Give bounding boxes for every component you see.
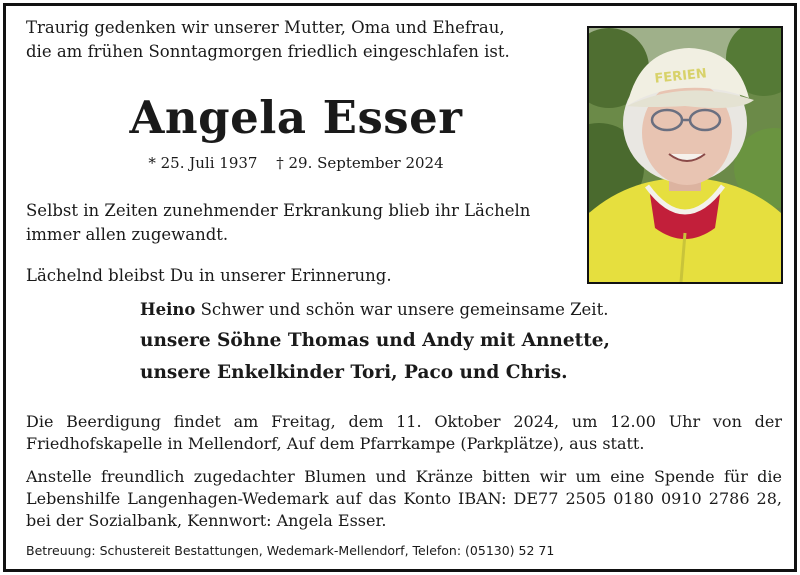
spouse-line — [140, 295, 780, 325]
grandchildren-line: unsere Enkelkinder Tori, Paco und Chris. — [140, 362, 568, 383]
death-date: † 29. September 2024 — [276, 154, 444, 172]
spouse-text: Schwer und schön war unsere gemeinsame Zeit. — [200, 300, 609, 319]
cap-lettering: FERIEN — [653, 66, 708, 87]
intro-line-2: die am frühen Sonntagmorgen friedlich eingeschlafen ist. — [26, 42, 510, 61]
funeral-home-credit: Betreuung: Schustereit Bestattungen, Wedemark-Mellendorf, Telefon: (05130) 52 71 — [26, 543, 555, 558]
intro-text — [26, 16, 566, 64]
mourners-list — [140, 295, 780, 389]
tribute-text — [26, 199, 586, 247]
deceased-name: Angela Esser — [129, 91, 463, 144]
memory-line: Lächelnd bleibst Du in unserer Erinnerung. — [26, 266, 392, 285]
tribute-line-2: immer allen zugewandt. — [26, 225, 229, 244]
birth-date: * 25. Juli 1937 — [148, 154, 258, 172]
funeral-details: Die Beerdigung findet am Freitag, dem 11. Oktober 2024, um 12.00 Uhr von der Friedhofskapelle in Mellendorf, Auf dem Pfarrkampe (Parkplätze), aus statt. — [26, 412, 782, 453]
tribute-line-1: Selbst in Zeiten zunehmender Erkrankung blieb ihr Lächeln — [26, 201, 531, 220]
life-dates — [26, 153, 566, 173]
intro-line-1: Traurig gedenken wir unserer Mutter, Oma und Ehefrau, — [26, 18, 505, 37]
donation-request: Anstelle freundlich zugedachter Blumen und Kränze bitten wir um eine Spende für die Lebenshilfe Langenhagen-Wedemark auf das Konto IBAN: DE77 2505 0180 0910 2786 28, bei der Sozialbank, Kennwort: Angela Esser. — [26, 467, 782, 530]
spouse-name: Heino — [140, 300, 196, 319]
portrait-photo — [587, 26, 783, 284]
obituary-notice — [3, 3, 797, 572]
sons-line: unsere Söhne Thomas und Andy mit Annette, — [140, 330, 610, 351]
portrait-illustration — [589, 28, 781, 282]
